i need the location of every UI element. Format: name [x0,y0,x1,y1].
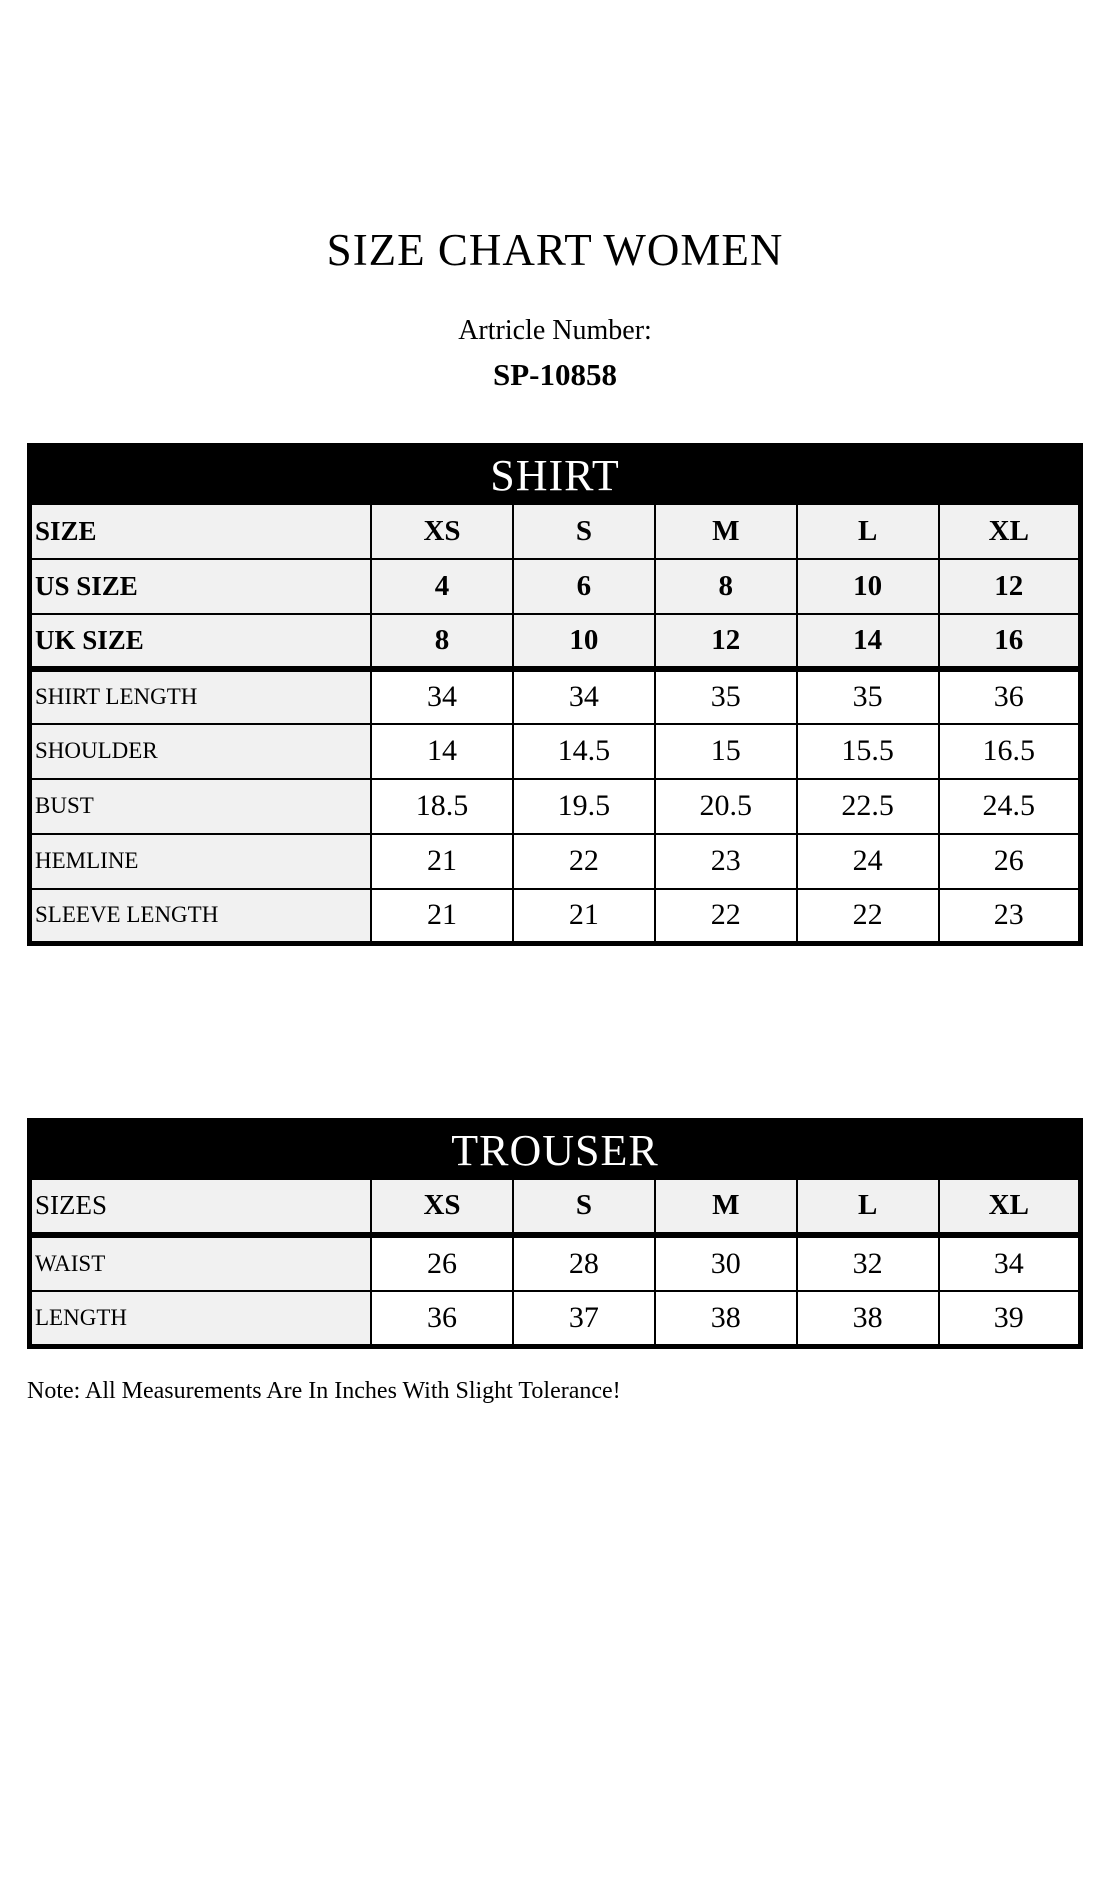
size-cell: 39 [939,1291,1081,1347]
size-cell: 18.5 [371,779,513,834]
size-cell: 26 [371,1235,513,1291]
size-cell: 22 [655,889,797,944]
table-row [30,889,1081,944]
size-cell: 28 [513,1235,655,1291]
size-cell: 10 [513,614,655,669]
table-row [30,1291,1081,1347]
size-cell: 22.5 [797,779,939,834]
row-label: SHIRT LENGTH [30,669,372,724]
size-cell: 12 [939,559,1081,614]
table-row [30,1179,1081,1235]
size-cell: 16.5 [939,724,1081,779]
size-cell: 24.5 [939,779,1081,834]
size-cell: 30 [655,1235,797,1291]
size-cell: XS [371,1179,513,1235]
size-cell: 4 [371,559,513,614]
size-cell: L [797,1179,939,1235]
table-row [30,669,1081,724]
table-row [30,1235,1081,1291]
article-number-label: Artricle Number: [458,315,652,346]
size-cell: 36 [371,1291,513,1347]
size-cell: 14.5 [513,724,655,779]
size-cell: 8 [655,559,797,614]
size-cell: XS [371,504,513,559]
size-cell: 21 [371,889,513,944]
table-row [30,724,1081,779]
size-cell: 21 [513,889,655,944]
row-label: UK SIZE [30,614,372,669]
size-cell: 6 [513,559,655,614]
size-cell: 32 [797,1235,939,1291]
size-cell: 35 [655,669,797,724]
measurement-note: Note: All Measurements Are In Inches With Slight Tolerance! [27,1378,621,1404]
size-cell: 38 [655,1291,797,1347]
row-label: LENGTH [30,1291,372,1347]
size-cell: 14 [797,614,939,669]
size-cell: 12 [655,614,797,669]
size-cell: S [513,504,655,559]
size-cell: 10 [797,559,939,614]
size-cell: 20.5 [655,779,797,834]
size-cell: XL [939,504,1081,559]
row-label: WAIST [30,1235,372,1291]
row-label: US SIZE [30,559,372,614]
size-cell: 19.5 [513,779,655,834]
size-cell: 26 [939,834,1081,889]
size-cell: 22 [797,889,939,944]
row-label: SHOULDER [30,724,372,779]
row-label: HEMLINE [30,834,372,889]
shirt-size-table [27,443,1083,946]
row-label: BUST [30,779,372,834]
size-cell: 23 [655,834,797,889]
article-number-value: SP-10858 [493,357,617,392]
size-cell: 36 [939,669,1081,724]
size-cell: 34 [371,669,513,724]
row-label: SIZE [30,504,372,559]
table-row [30,834,1081,889]
size-cell: 8 [371,614,513,669]
size-cell: 34 [939,1235,1081,1291]
trouser-table-banner-row [30,1121,1081,1179]
page-title: SIZE CHART WOMEN [326,225,784,275]
size-cell: 34 [513,669,655,724]
table-row [30,614,1081,669]
table-row [30,559,1081,614]
shirt-table-title: SHIRT [30,446,1081,504]
table-row [30,779,1081,834]
size-cell: XL [939,1179,1081,1235]
size-cell: 15.5 [797,724,939,779]
trouser-size-table [27,1118,1083,1349]
size-cell: S [513,1179,655,1235]
row-label: SLEEVE LENGTH [30,889,372,944]
trouser-table-title: TROUSER [30,1121,1081,1179]
size-cell: 21 [371,834,513,889]
size-cell: 37 [513,1291,655,1347]
size-cell: 16 [939,614,1081,669]
size-cell: M [655,504,797,559]
size-cell: 22 [513,834,655,889]
shirt-table-banner-row [30,446,1081,504]
size-cell: 38 [797,1291,939,1347]
size-cell: 14 [371,724,513,779]
row-label: SIZES [30,1179,372,1235]
size-cell: 23 [939,889,1081,944]
size-cell: 24 [797,834,939,889]
size-cell: 35 [797,669,939,724]
size-cell: L [797,504,939,559]
size-cell: M [655,1179,797,1235]
size-cell: 15 [655,724,797,779]
table-row [30,504,1081,559]
page [0,225,1110,1406]
